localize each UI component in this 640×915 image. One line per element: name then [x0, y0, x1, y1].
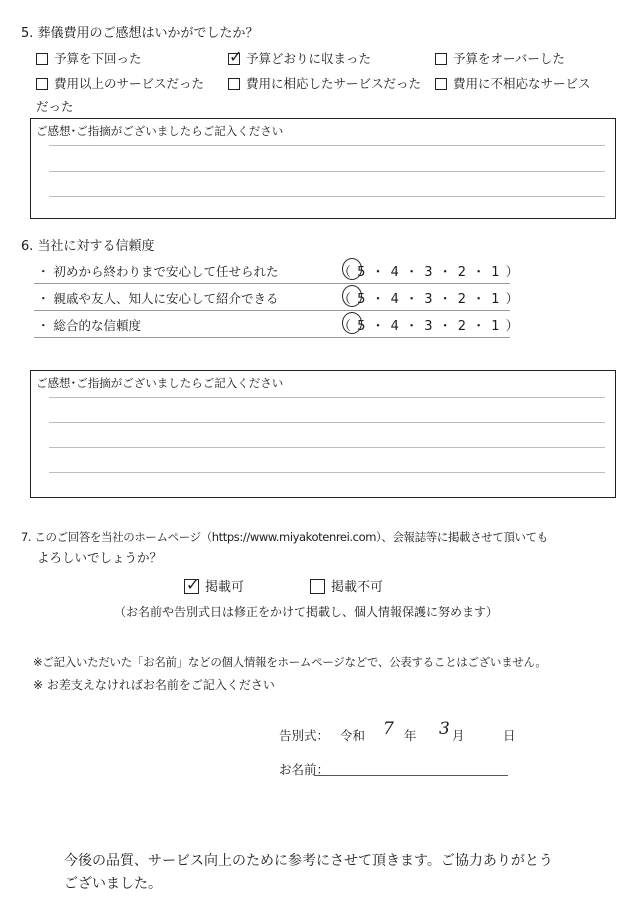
name-label: お名前：: [279, 762, 330, 777]
checkbox[interactable]: [435, 78, 447, 90]
q6-rating-scale[interactable]: [338, 315, 520, 334]
privacy-notice-line2: ※ お差支えなければお名前をご記入ください: [33, 678, 275, 692]
q5-option-under-budget[interactable]: [36, 49, 142, 67]
comment-box-label: ご感想･ご指摘がございましたらご記入ください: [36, 124, 284, 138]
funeral-date-month-unit: 月: [452, 728, 465, 743]
checkbox-checked[interactable]: [184, 575, 200, 594]
q6-rating-scale[interactable]: [338, 288, 520, 307]
name-underline: [314, 775, 508, 776]
funeral-date-year-field[interactable]: 7: [383, 719, 394, 739]
check-mark-icon: ✓: [186, 575, 200, 594]
option-label: 費用に不相応なサービス: [453, 76, 591, 91]
q6-item-label: ・ 総合的な信頼度: [37, 318, 141, 333]
rating-selected-circle: [342, 312, 362, 334]
item-underline: [34, 337, 510, 338]
checkbox[interactable]: [310, 579, 325, 594]
comment-line: [49, 196, 605, 197]
option-label: 予算を下回った: [54, 51, 142, 66]
funeral-date-era: 令和: [340, 728, 366, 743]
q5-option-above-cost[interactable]: [36, 74, 204, 92]
q6-item-label: ・ 親戚や友人、知人に安心して紹介できる: [37, 291, 279, 306]
comment-line: [49, 472, 605, 473]
funeral-date-label: 告別式：: [279, 728, 330, 743]
q5-option-within-budget[interactable]: [228, 49, 371, 67]
rating-scale-text: （ 5 ・ 4 ・ 3 ・ 2 ・ 1 ）: [338, 319, 520, 334]
option-label: 費用以上のサービスだった: [54, 76, 205, 91]
q6-rating-scale[interactable]: [338, 261, 520, 280]
checkbox[interactable]: [228, 78, 240, 90]
rating-scale-text: （ 5 ・ 4 ・ 3 ・ 2 ・ 1 ）: [338, 292, 520, 307]
option-label: 予算どおりに収まった: [246, 51, 372, 66]
q5-option-over-budget[interactable]: [435, 49, 565, 67]
checkbox-checked[interactable]: [228, 47, 243, 66]
q7-title-line2: よろしいでしょうか？: [37, 550, 163, 565]
q5-option-not-matching-cost[interactable]: [435, 74, 591, 92]
check-mark-icon: ✓: [229, 47, 243, 66]
q6-comment-box[interactable]: [30, 370, 616, 498]
option-label: 予算をオーバーした: [453, 51, 565, 66]
item-underline: [34, 283, 510, 284]
q7-title-line1: 7. このご回答を当社のホームページ（https://www.miyakotenrei.com）、会報誌等に掲載させて頂いても: [21, 530, 548, 544]
comment-box-label: ご感想･ご指摘がございましたらご記入ください: [36, 376, 284, 390]
comment-line: [49, 171, 605, 172]
q5-comment-box[interactable]: [30, 118, 616, 219]
item-underline: [34, 310, 510, 311]
rating-selected-circle: [342, 285, 362, 307]
checkbox[interactable]: [36, 78, 48, 90]
q5-title: 5. 葬儀費用のご感想はいかがでしたか？: [21, 26, 259, 41]
comment-line: [49, 447, 605, 448]
checkbox[interactable]: [36, 53, 48, 65]
comment-line: [49, 397, 605, 398]
q7-option-publish-ok[interactable]: [184, 576, 244, 595]
q7-note: （お名前や告別式日は修正をかけて掲載し、個人情報保護に努めます）: [114, 605, 499, 619]
comment-line: [49, 145, 605, 146]
option-label: 掲載可: [205, 580, 245, 595]
funeral-date-year-unit: 年: [404, 728, 417, 743]
privacy-notice-line1: ※ご記入いただいた「お名前」などの個人情報をホームページなどで、公表することはございません。: [33, 655, 547, 669]
q7-option-publish-ng[interactable]: [310, 576, 383, 595]
closing-line1: 今後の品質、サービス向上のために参考にさせて頂きます。ご協力ありがとう: [64, 853, 553, 869]
option-label: 費用に相応したサービスだった: [246, 76, 422, 91]
name-input[interactable]: [318, 756, 508, 774]
closing-line2: ございました。: [64, 876, 162, 892]
q6-title: 6. 当社に対する信頼度: [21, 239, 155, 254]
funeral-date-day-unit: 日: [503, 728, 516, 743]
rating-selected-circle: [342, 258, 362, 280]
q5-option-wrap-text: だった: [36, 99, 74, 114]
q6-item-label: ・ 初めから終わりまで安心して任せられた: [37, 264, 279, 279]
rating-scale-text: （ 5 ・ 4 ・ 3 ・ 2 ・ 1 ）: [338, 265, 520, 280]
funeral-date-month-field[interactable]: 3: [439, 719, 450, 739]
checkbox[interactable]: [435, 53, 447, 65]
comment-line: [49, 422, 605, 423]
q5-option-matching-cost[interactable]: [228, 74, 421, 92]
option-label: 掲載不可: [331, 580, 384, 595]
